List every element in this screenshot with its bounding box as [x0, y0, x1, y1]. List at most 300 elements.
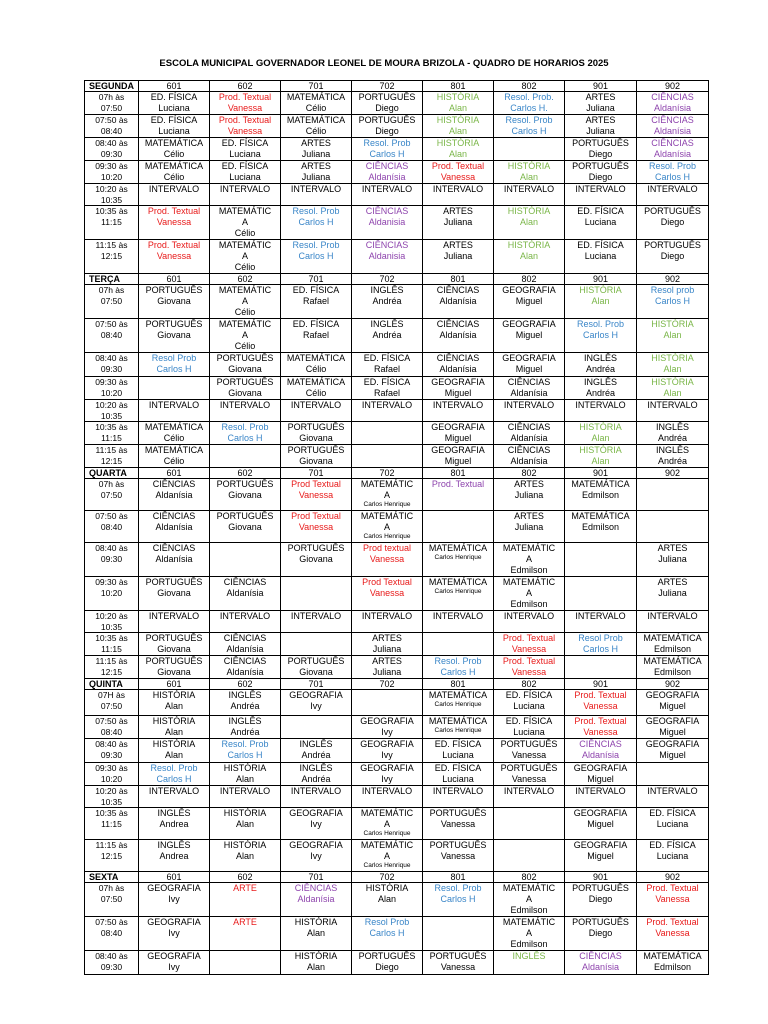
- class-header: 901: [565, 81, 637, 92]
- schedule-cell: [423, 511, 494, 543]
- schedule-cell: [637, 763, 709, 786]
- schedule-cell: [210, 285, 281, 319]
- cell-text: INGLÊS: [655, 445, 689, 455]
- class-header: 602: [210, 81, 281, 92]
- cell-text: GEOGRAFIA: [573, 808, 628, 818]
- schedule-cell: [637, 577, 709, 611]
- cell-text: CIÊNCIAS: [507, 422, 551, 432]
- cell-text: PORTUGUÊS: [145, 577, 203, 587]
- time-slot: 09:30 às 10:20: [85, 763, 139, 786]
- schedule-cell: [210, 511, 281, 543]
- cell-text: INGLÊS: [370, 319, 404, 329]
- cell-text: INTERVALO: [148, 184, 200, 194]
- cell-text: Resol. Prob: [434, 656, 482, 666]
- cell-text: Diego: [375, 126, 399, 136]
- schedule-cell: [210, 611, 281, 633]
- teacher-name: Carlos Henrique: [434, 727, 482, 734]
- schedule-cell: [139, 883, 210, 917]
- schedule-cell: [139, 445, 210, 468]
- cell-text: Vanessa: [156, 251, 192, 261]
- schedule-cell: [352, 577, 423, 611]
- cell-text: Carlos H: [227, 433, 263, 443]
- schedule-cell: [565, 479, 637, 511]
- time-slot: 11:15 às 12:15: [85, 840, 139, 872]
- cell-text: Alan: [591, 433, 610, 443]
- cell-text: Diego: [588, 928, 613, 938]
- schedule-cell: [139, 161, 210, 184]
- cell-text: Giovana: [228, 522, 262, 532]
- schedule-cell: [210, 633, 281, 656]
- time-slot: 10:35 às 11:15: [85, 633, 139, 656]
- cell-text: INGLÊS: [512, 951, 546, 961]
- schedule-cell: [423, 739, 494, 763]
- cell-text: Juliana: [658, 588, 687, 598]
- cell-text: GEOGRAFIA: [360, 763, 414, 773]
- schedule-cell: [352, 656, 423, 679]
- cell-text: Aldanísia: [155, 490, 193, 500]
- cell-text: PORTUGUÊS: [429, 840, 487, 850]
- time-slot: 07h às 07:50: [85, 479, 139, 511]
- cell-text: CIÊNCIAS: [294, 883, 338, 893]
- cell-text: ARTES: [372, 656, 402, 666]
- schedule-cell: [281, 319, 352, 353]
- schedule-cell: [494, 690, 565, 716]
- cell-text: Giovana: [228, 364, 262, 374]
- cell-text: HISTÓRIA: [294, 917, 338, 927]
- schedule-cell: [210, 422, 281, 445]
- schedule-cell: [281, 951, 352, 975]
- cell-text: INGLÊS: [370, 285, 404, 295]
- cell-text: Andrea: [159, 819, 189, 829]
- schedule-cell: [565, 445, 637, 468]
- time-slot: 07:50 às 08:40: [85, 319, 139, 353]
- cell-text: Alan: [519, 217, 538, 227]
- schedule-cell: [281, 511, 352, 543]
- schedule-row: [85, 716, 709, 739]
- cell-text: ARTES: [443, 206, 473, 216]
- day-name: SEGUNDA: [85, 81, 139, 92]
- schedule-cell: [139, 543, 210, 577]
- cell-text: GEOGRAFIA: [573, 840, 628, 850]
- schedule-cell: [210, 445, 281, 468]
- schedule-cell: [210, 786, 281, 808]
- class-header: 801: [423, 679, 494, 690]
- class-header: 801: [423, 872, 494, 883]
- cell-text: Vanessa: [227, 126, 263, 136]
- cell-text: Miguel: [444, 456, 472, 466]
- cell-text: HISTÓRIA: [152, 739, 196, 749]
- cell-text: Prod Textual: [362, 577, 412, 587]
- schedule-row: [85, 690, 709, 716]
- cell-text: ED. FÍSICA: [434, 739, 482, 749]
- class-header: 702: [352, 679, 423, 690]
- schedule-cell: [565, 115, 637, 138]
- cell-text: Aldanísia: [653, 103, 692, 113]
- schedule-cell: [494, 611, 565, 633]
- cell-text: MATEMÁTICA: [428, 543, 488, 553]
- schedule-cell: [210, 161, 281, 184]
- cell-text: INTERVALO: [503, 786, 555, 796]
- schedule-cell: [637, 543, 709, 577]
- cell-text: Alan: [448, 149, 467, 159]
- cell-text: INTERVALO: [503, 400, 555, 410]
- cell-text: Resol. Prob: [221, 739, 269, 749]
- cell-text: CIÊNCIAS: [223, 656, 267, 666]
- cell-text: Vanessa: [298, 522, 334, 532]
- cell-text: Juliana: [514, 522, 544, 532]
- cell-text: Prod. Textual: [147, 206, 201, 216]
- cell-text: Andréa: [230, 727, 260, 737]
- cell-text: Andréa: [230, 701, 260, 711]
- class-header: 601: [139, 872, 210, 883]
- cell-text: MATEMÁTIC: [218, 285, 272, 295]
- cell-text: Vanessa: [583, 727, 618, 737]
- cell-text: INTERVALO: [361, 400, 413, 410]
- cell-text: MATEMÁTICA: [571, 511, 630, 521]
- schedule-cell: [281, 479, 352, 511]
- day-name: QUARTA: [85, 468, 139, 479]
- cell-text: HISTÓRIA: [579, 445, 622, 455]
- cell-text: HISTÓRIA: [152, 690, 196, 700]
- schedule-cell: [281, 543, 352, 577]
- schedule-cell: [637, 511, 709, 543]
- cell-text: Aldanísia: [510, 433, 548, 443]
- cell-text: Alan: [306, 928, 325, 938]
- schedule-cell: [565, 690, 637, 716]
- schedule-cell: [423, 633, 494, 656]
- cell-text: MATEMÁTICA: [286, 92, 346, 102]
- time-slot: 10:35 às 11:15: [85, 808, 139, 840]
- cell-text: INTERVALO: [148, 400, 200, 410]
- cell-text: Alan: [306, 962, 325, 972]
- schedule-cell: [565, 377, 637, 400]
- cell-text: Diego: [588, 149, 613, 159]
- schedule-cell: [565, 739, 637, 763]
- cell-text: Alan: [519, 251, 538, 261]
- cell-text: A: [525, 894, 532, 904]
- schedule-cell: [210, 92, 281, 115]
- cell-text: Vanessa: [511, 750, 547, 760]
- cell-text: GEOGRAFIA: [502, 319, 556, 329]
- class-header: 701: [281, 872, 352, 883]
- schedule-cell: [352, 690, 423, 716]
- time-slot: 08:40 às 09:30: [85, 543, 139, 577]
- cell-text: CIÊNCIAS: [507, 377, 551, 387]
- cell-text: Aldanísia: [653, 126, 692, 136]
- schedule-cell: [637, 206, 709, 240]
- cell-text: PORTUGUÊS: [572, 138, 629, 148]
- cell-text: Miguel: [659, 701, 686, 711]
- schedule-cell: [565, 400, 637, 422]
- cell-text: Luciana: [656, 819, 689, 829]
- schedule-cell: [281, 184, 352, 206]
- schedule-cell: [494, 422, 565, 445]
- cell-text: Célio: [305, 103, 327, 113]
- schedule-cell: [210, 400, 281, 422]
- cell-text: A: [525, 554, 532, 564]
- cell-text: GEOGRAFIA: [645, 690, 700, 700]
- schedule-cell: [139, 690, 210, 716]
- schedule-cell: [139, 739, 210, 763]
- schedule-cell: [423, 400, 494, 422]
- schedule-cell: [210, 763, 281, 786]
- schedule-cell: [423, 716, 494, 739]
- cell-text: ED. FÍSICA: [292, 285, 340, 295]
- schedule-cell: [139, 353, 210, 377]
- class-header: 601: [139, 468, 210, 479]
- cell-text: Edmilson: [653, 644, 691, 654]
- cell-text: INGLÊS: [583, 353, 617, 363]
- cell-text: MATEMÁTIC: [360, 840, 414, 850]
- schedule-cell: [139, 206, 210, 240]
- cell-text: Carlos H: [440, 667, 476, 677]
- cell-text: GEOGRAFIA: [289, 808, 343, 818]
- cell-text: Miguel: [444, 388, 472, 398]
- cell-text: Ivy: [168, 962, 180, 972]
- schedule-row: [85, 115, 709, 138]
- schedule-cell: [637, 611, 709, 633]
- class-header: 702: [352, 468, 423, 479]
- class-header: 601: [139, 81, 210, 92]
- day-header-row: [85, 274, 709, 285]
- cell-text: PORTUGUÊS: [644, 240, 701, 250]
- cell-text: Aldanísia: [439, 364, 477, 374]
- cell-text: ARTES: [372, 633, 402, 643]
- schedule-cell: [281, 577, 352, 611]
- cell-text: Giovana: [228, 490, 262, 500]
- cell-text: Carlos H: [654, 172, 690, 182]
- schedule-cell: [565, 808, 637, 840]
- cell-text: PORTUGUÊS: [145, 319, 203, 329]
- cell-text: Edmilson: [510, 939, 548, 949]
- cell-text: Ivy: [168, 894, 180, 904]
- cell-text: PORTUGUÊS: [429, 808, 487, 818]
- cell-text: PORTUGUÊS: [287, 543, 345, 553]
- time-slot: 07:50 às 08:40: [85, 917, 139, 951]
- schedule-cell: [565, 883, 637, 917]
- schedule-cell: [352, 840, 423, 872]
- cell-text: PORTUGUÊS: [216, 479, 274, 489]
- schedule-cell: [210, 716, 281, 739]
- cell-text: Vanessa: [156, 217, 192, 227]
- cell-text: MATEMÁTIC: [502, 543, 556, 553]
- schedule-row: [85, 808, 709, 840]
- cell-text: Ivy: [381, 774, 393, 784]
- cell-text: Giovana: [299, 456, 333, 466]
- class-header: 902: [637, 872, 709, 883]
- cell-text: ED. FÍSICA: [221, 161, 269, 171]
- cell-text: Vanessa: [440, 172, 476, 182]
- day-header-row: [85, 468, 709, 479]
- cell-text: PORTUGUÊS: [287, 656, 345, 666]
- cell-text: PORTUGUÊS: [572, 161, 629, 171]
- cell-text: Andréa: [657, 456, 688, 466]
- schedule-cell: [281, 161, 352, 184]
- schedule-cell: [423, 422, 494, 445]
- cell-text: Aldanísia: [226, 667, 264, 677]
- cell-text: PORTUGUÊS: [358, 92, 416, 102]
- cell-text: HISTÓRIA: [507, 161, 551, 171]
- schedule-cell: [210, 240, 281, 274]
- class-header: 701: [281, 274, 352, 285]
- day-header-row: [85, 872, 709, 883]
- schedule-cell: [494, 445, 565, 468]
- schedule-cell: [494, 808, 565, 840]
- cell-text: CIÊNCIAS: [152, 543, 196, 553]
- cell-text: A: [241, 296, 248, 306]
- schedule-cell: [494, 92, 565, 115]
- cell-text: Célio: [163, 172, 185, 182]
- schedule-cell: [281, 240, 352, 274]
- cell-text: HISTÓRIA: [223, 808, 267, 818]
- cell-text: Miguel: [515, 330, 543, 340]
- cell-text: Aldanísia: [581, 750, 620, 760]
- cell-text: Luciana: [442, 774, 474, 784]
- cell-text: HISTÓRIA: [579, 285, 622, 295]
- cell-text: Diego: [375, 103, 399, 113]
- time-slot: 07H às 07:50: [85, 690, 139, 716]
- schedule-cell: [637, 951, 709, 975]
- cell-text: INGLÊS: [157, 808, 191, 818]
- cell-text: Andréa: [585, 364, 616, 374]
- cell-text: Alan: [235, 774, 254, 784]
- cell-text: Luciana: [158, 103, 190, 113]
- cell-text: HISTÓRIA: [152, 716, 196, 726]
- cell-text: GEOGRAFIA: [431, 422, 485, 432]
- cell-text: MATEMÁTIC: [502, 917, 556, 927]
- cell-text: Edmilson: [581, 490, 619, 500]
- cell-text: Luciana: [513, 701, 545, 711]
- cell-text: Resol prob: [650, 285, 695, 295]
- cell-text: Célio: [163, 456, 185, 466]
- schedule-cell: [637, 92, 709, 115]
- schedule-row: [85, 763, 709, 786]
- cell-text: CIÊNCIAS: [436, 319, 480, 329]
- cell-text: INTERVALO: [647, 400, 698, 410]
- cell-text: PORTUGUÊS: [500, 739, 558, 749]
- schedule-cell: [423, 184, 494, 206]
- schedule-cell: [423, 161, 494, 184]
- cell-text: HISTÓRIA: [507, 206, 551, 216]
- schedule-cell: [423, 917, 494, 951]
- class-header: 602: [210, 679, 281, 690]
- day-header-row: [85, 81, 709, 92]
- schedule-cell: [494, 377, 565, 400]
- schedule-cell: [352, 883, 423, 917]
- schedule-row: [85, 285, 709, 319]
- schedule-cell: [139, 422, 210, 445]
- cell-text: ED. FÍSICA: [577, 206, 624, 216]
- class-header: 601: [139, 274, 210, 285]
- schedule-cell: [423, 840, 494, 872]
- cell-text: MATEMÁTIC: [218, 240, 272, 250]
- time-slot: 09:30 às 10:20: [85, 161, 139, 184]
- time-slot: 08:40 às 09:30: [85, 353, 139, 377]
- cell-text: Giovana: [157, 330, 191, 340]
- schedule-cell: [352, 400, 423, 422]
- schedule-cell: [352, 422, 423, 445]
- schedule-row: [85, 400, 709, 422]
- cell-text: MATEMÁTIC: [360, 808, 414, 818]
- schedule-cell: [494, 479, 565, 511]
- schedule-cell: [565, 763, 637, 786]
- cell-text: PORTUGUÊS: [216, 511, 274, 521]
- schedule-cell: [494, 319, 565, 353]
- cell-text: HISTÓRIA: [223, 840, 267, 850]
- cell-text: ARTES: [514, 479, 544, 489]
- schedule-cell: [565, 285, 637, 319]
- cell-text: ARTES: [585, 115, 616, 125]
- teacher-name: Carlos Henrique: [363, 862, 411, 869]
- cell-text: Resol. Prob: [434, 883, 482, 893]
- schedule-table: [84, 80, 709, 975]
- cell-text: MATEMÁTICA: [428, 716, 488, 726]
- schedule-cell: [210, 883, 281, 917]
- schedule-cell: [565, 138, 637, 161]
- schedule-cell: [139, 917, 210, 951]
- schedule-cell: [565, 633, 637, 656]
- schedule-cell: [281, 716, 352, 739]
- cell-text: Juliana: [301, 172, 331, 182]
- cell-text: Vanessa: [583, 701, 618, 711]
- schedule-cell: [423, 377, 494, 400]
- schedule-cell: [637, 840, 709, 872]
- cell-text: Resol. Prob: [150, 763, 198, 773]
- cell-text: Resol. Prob: [363, 138, 411, 148]
- cell-text: Aldanísia: [581, 962, 620, 972]
- cell-text: INTERVALO: [361, 184, 413, 194]
- cell-text: Resol. Prob: [648, 161, 697, 171]
- cell-text: Diego: [588, 894, 613, 904]
- cell-text: CIÊNCIAS: [579, 739, 622, 749]
- cell-text: MATEMÁTICA: [643, 951, 702, 961]
- schedule-row: [85, 739, 709, 763]
- schedule-cell: [281, 92, 352, 115]
- cell-text: Edmilson: [653, 962, 691, 972]
- schedule-cell: [494, 115, 565, 138]
- cell-text: ED. FÍSICA: [649, 840, 696, 850]
- schedule-cell: [210, 656, 281, 679]
- schedule-cell: [637, 184, 709, 206]
- cell-text: Célio: [234, 307, 256, 317]
- schedule-row: [85, 206, 709, 240]
- schedule-cell: [565, 577, 637, 611]
- cell-text: Resol Prob: [578, 633, 623, 643]
- cell-text: Carlos H: [654, 296, 690, 306]
- cell-text: Ivy: [310, 819, 322, 829]
- schedule-cell: [352, 716, 423, 739]
- schedule-cell: [423, 883, 494, 917]
- cell-text: Carlos H: [369, 928, 405, 938]
- schedule-cell: [210, 840, 281, 872]
- cell-text: Prod Textual: [291, 479, 341, 489]
- schedule-cell: [352, 377, 423, 400]
- schedule-cell: [352, 240, 423, 274]
- cell-text: ARTES: [301, 161, 331, 171]
- cell-text: PORTUGUÊS: [216, 377, 274, 387]
- cell-text: INGLÊS: [299, 739, 333, 749]
- cell-text: A: [525, 588, 532, 598]
- schedule-row: [85, 951, 709, 975]
- cell-text: ED. FÍSICA: [649, 808, 696, 818]
- schedule-cell: [423, 479, 494, 511]
- cell-text: Diego: [375, 962, 399, 972]
- schedule-row: [85, 184, 709, 206]
- schedule-cell: [139, 951, 210, 975]
- cell-text: MATEMÁTICA: [144, 161, 204, 171]
- cell-text: INTERVALO: [219, 400, 271, 410]
- cell-text: Juliana: [301, 149, 331, 159]
